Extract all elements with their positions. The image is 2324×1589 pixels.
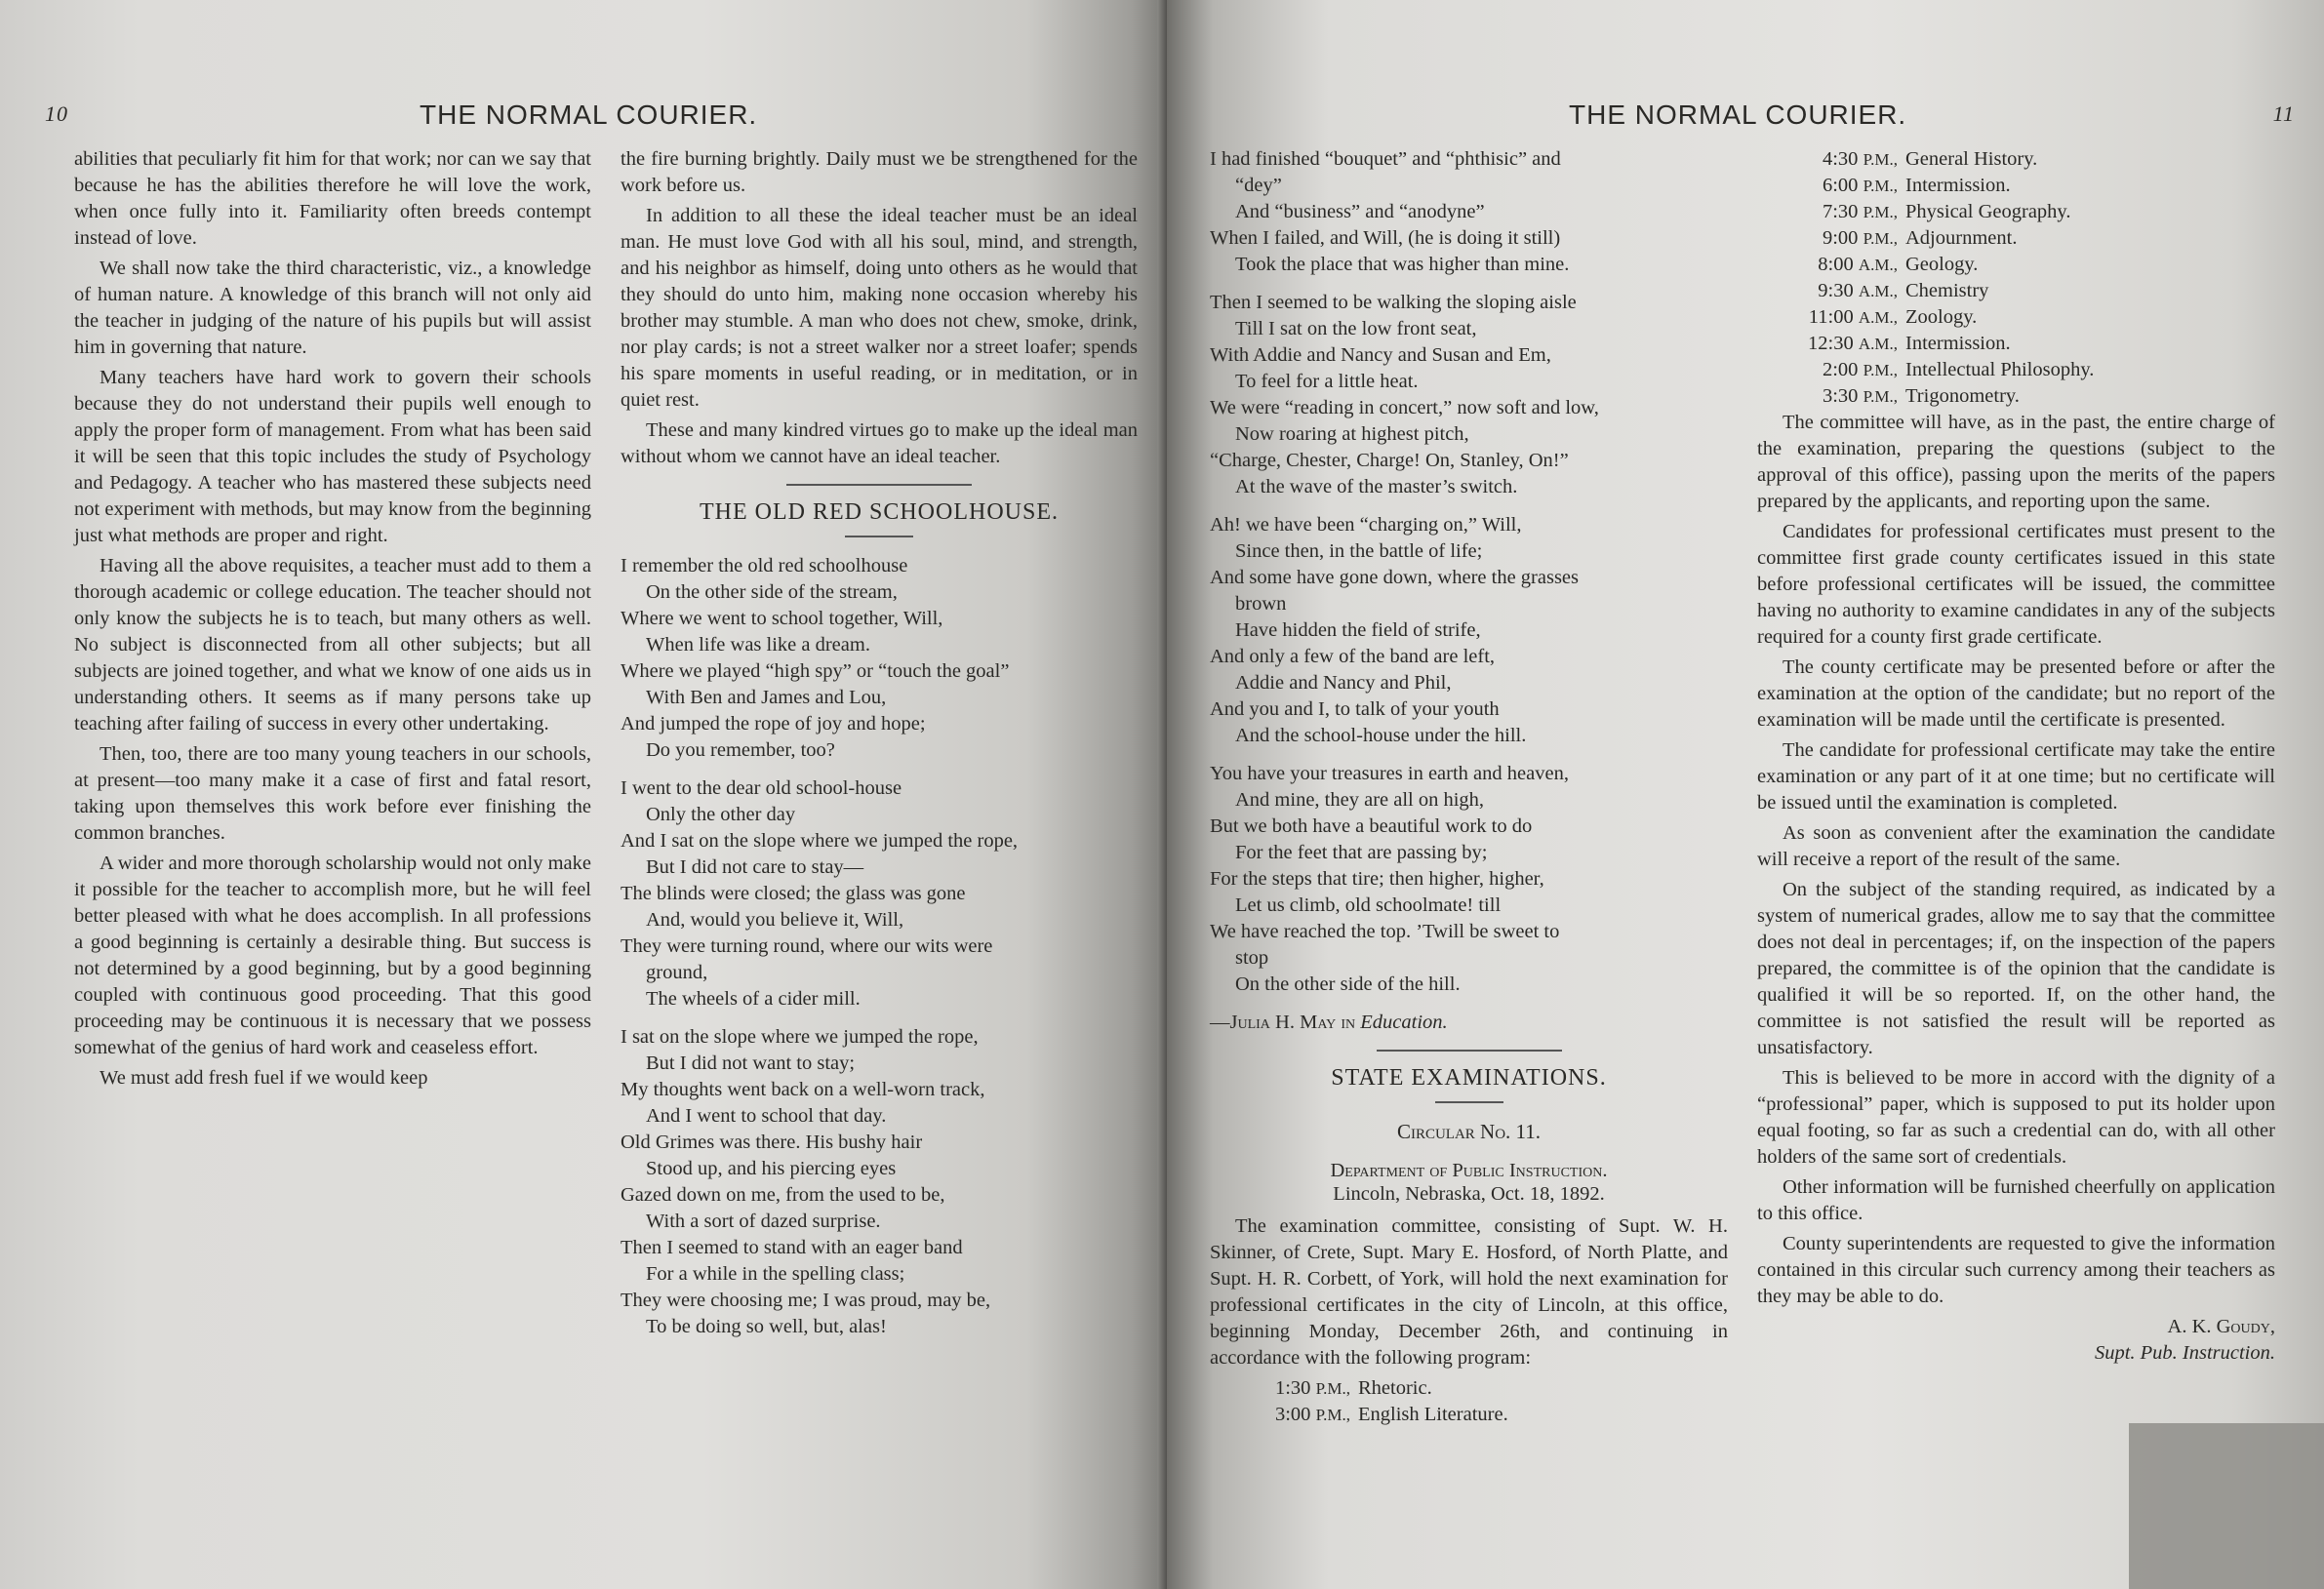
department-name: Department of Public Instruction. — [1330, 1160, 1608, 1181]
poem-line: I remember the old red schoolhouse — [621, 555, 908, 576]
program-time: 6:00 — [1822, 175, 1859, 196]
poem-line: Where we played “high spy” or “touch the goal” — [621, 660, 1010, 682]
poem-line: And jumped the rope of joy and hope; — [621, 713, 926, 735]
poem-title: THE OLD RED SCHOOLHOUSE. — [700, 499, 1059, 525]
paragraph: We shall now take the third characteristic, viz., a knowledge of human nature. A knowledge of this branch will not only aid the teacher in judging of the nature of his pupils but will assist him in governing that nature. — [74, 258, 591, 358]
poem-line: Old Grimes was there. His bushy hair — [621, 1132, 923, 1153]
signature-title: Supt. Pub. Instruction. — [2094, 1342, 2275, 1364]
poem-line: But I did not care to stay— — [646, 856, 864, 878]
program-time: 9:00 — [1822, 227, 1859, 249]
divider — [1435, 1101, 1503, 1103]
stanza — [1210, 512, 1728, 749]
program-subject: Chemistry — [1905, 280, 1989, 301]
poem-line: Addie and Nancy and Phil, — [1235, 672, 1452, 694]
left-column-2 — [621, 146, 1138, 1352]
signature: A. K. Goudy, — [2167, 1316, 2275, 1337]
program-subject: Physical Geography. — [1905, 201, 2071, 222]
program-subject: English Literature. — [1358, 1404, 1508, 1425]
program-time: 4:30 — [1822, 148, 1859, 170]
poem-line: The blinds were closed; the glass was gone — [621, 883, 966, 904]
page-number: 11 — [2272, 101, 2295, 126]
program-subject: Intermission. — [1905, 333, 2011, 354]
poem-line: ground, — [646, 962, 708, 983]
divider — [1377, 1050, 1562, 1052]
poem-line: For a while in the spelling class; — [646, 1263, 905, 1285]
right-column-1 — [1210, 146, 1728, 1428]
poem-line: To feel for a little heat. — [1235, 371, 1419, 392]
program-row — [1757, 173, 2275, 199]
program-row — [1757, 278, 2275, 304]
poem-line: And only a few of the band are left, — [1210, 646, 1496, 667]
paragraph: This is believed to be more in accord with the dignity of a “professional” paper, which is supposed to put its holder upon equal footing, so far as such a credential can do, with all other holders of the same sort of credentials. — [1757, 1067, 2275, 1168]
program-time: 7:30 — [1822, 201, 1859, 222]
poem-line: My thoughts went back on a well-worn track, — [621, 1079, 985, 1100]
stanza — [621, 775, 1138, 1013]
program-subject: Intellectual Philosophy. — [1905, 359, 2095, 380]
right-page — [1167, 0, 2324, 1589]
program-ampm: A.M., — [1858, 256, 1898, 274]
poem-line: The wheels of a cider mill. — [646, 988, 861, 1010]
poem-continued — [1210, 146, 1728, 1036]
paragraph: The county certificate may be presented before or after the examination at the option of the candidate; but no report of the examination will be made until the certificate is presented. — [1757, 656, 2275, 731]
program-subject: Trigonometry. — [1905, 385, 2020, 407]
poem-line: And “business” and “anodyne” — [1235, 201, 1485, 222]
poem-line: Gazed down on me, from the used to be, — [621, 1184, 945, 1206]
paragraph: A wider and more thorough scholarship would not only make it possible for the teacher to accomplish more, but he will feel better pleased with what he does accomplish. In all professions a good beginning is certainly a desirable thing. But success is not determined by a good beginning, but by a good beginning coupled with continuous good proceeding. That this good proceeding may be continuous it is necessary that we possess somewhat of the genius of hard work and ceaseless effort. — [74, 853, 591, 1058]
paragraph: Many teachers have hard work to govern their schools because they do not understand their pupils well enough to apply the proper form of management. From what has been said it will be seen that this topic includes the study of Psychology and Pedagogy. A teacher who has mastered these subjects need not experiment with methods, but may know from the beginning just what methods are proper and right. — [74, 367, 591, 546]
poem-line: Do you remember, too? — [646, 739, 835, 761]
poem-line: “dey” — [1235, 175, 1282, 196]
worn-corner — [2129, 1423, 2324, 1589]
program-subject: Zoology. — [1905, 306, 1978, 328]
circular-number: Circular No. 11. — [1396, 1120, 1542, 1143]
stanza — [621, 553, 1138, 764]
poem-line: Now roaring at highest pitch, — [1235, 423, 1469, 445]
poem-line: But I did not want to stay; — [646, 1053, 856, 1074]
poem-line: “Charge, Chester, Charge! On, Stanley, On!” — [1210, 450, 1569, 471]
paragraph: Having all the above requisites, a teacher must add to them a thorough academic or college education. The teacher should not only know the subjects he is to teach, but many others as well. No subject is disconnected from all other subjects; but all subjects are joined together, and what we know of one aids us in understanding others. It seems as if many persons take up teaching after failing of success in every other undertaking. — [74, 555, 591, 735]
page-number: 10 — [45, 101, 68, 126]
divider — [786, 484, 972, 486]
paragraph: The candidate for professional certificate may take the entire examination or any part of it at one time; but no certificate will be issued until the examination is completed. — [1757, 739, 2275, 814]
attribution-author: —Julia H. May in — [1210, 1012, 1356, 1033]
poem-line: We were “reading in concert,” now soft and low, — [1210, 397, 1599, 418]
poem-line: Ah! we have been “charging on,” Will, — [1210, 514, 1522, 536]
program-ampm: P.M., — [1863, 387, 1898, 406]
program-row — [1210, 1375, 1728, 1402]
poem-line: And some have gone down, where the grasses — [1210, 567, 1580, 588]
program-row — [1757, 199, 2275, 225]
right-page-header — [1210, 94, 2295, 146]
program-time: 8:00 — [1818, 254, 1854, 275]
program-ampm: A.M., — [1858, 335, 1898, 353]
poem-line: With Addie and Nancy and Susan and Em, — [1210, 344, 1551, 366]
poem-line: Where we went to school together, Will, — [621, 608, 943, 629]
right-column-2 — [1757, 146, 2275, 1428]
poem — [621, 553, 1138, 1340]
program-row — [1757, 383, 2275, 410]
program-subject: Intermission. — [1905, 175, 2011, 196]
poem-line: brown — [1235, 593, 1287, 615]
program-ampm: P.M., — [1863, 229, 1898, 248]
paragraph: As soon as convenient after the examination the candidate will receive a report of the result of the same. — [1757, 822, 2275, 870]
poem-line: And, would you believe it, Will, — [646, 909, 904, 931]
program-time: 9:30 — [1818, 280, 1854, 301]
paragraph: In addition to all these the ideal teacher must be an ideal man. He must love God with all his soul, mind, and strength, and his neighbor as himself, doing unto others as he would that they should do unto him, making none occasion whereby his brother may stumble. A man who does not chew, smoke, drink, nor play cards; is not a street walker nor a street loafer; spends his spare moments in useful reading, or in meditation, or in quiet rest. — [621, 205, 1138, 411]
stanza — [1210, 146, 1728, 278]
poem-line: Only the other day — [646, 804, 796, 825]
running-head: THE NORMAL COURIER. — [420, 99, 758, 130]
poem-attribution — [1210, 1010, 1728, 1036]
poem-line: And mine, they are all on high, — [1235, 789, 1485, 811]
program-time: 12:30 — [1808, 333, 1854, 354]
poem-line: On the other side of the hill. — [1235, 973, 1461, 995]
left-page-columns — [74, 146, 1138, 1352]
paragraph: Candidates for professional certificates must present to the committee first grade county certificates issued in this state before professional certificates will be issued, the committee having no authority to examine candidates in any of the subjects required for a county first grade certificate. — [1757, 521, 2275, 648]
poem-line: You have your treasures in earth and heaven, — [1210, 763, 1569, 784]
program-row — [1757, 146, 2275, 173]
poem-line: And I went to school that day. — [646, 1105, 887, 1127]
program-time: 2:00 — [1822, 359, 1859, 380]
poem-line: Stood up, and his piercing eyes — [646, 1158, 897, 1179]
program-row — [1210, 1402, 1728, 1428]
poem-line: Since then, in the battle of life; — [1235, 540, 1483, 562]
poem-line: Then I seemed to be walking the sloping aisle — [1210, 292, 1577, 313]
stanza — [621, 1024, 1138, 1340]
poem-line: I went to the dear old school-house — [621, 777, 902, 799]
right-page-columns — [1210, 146, 2275, 1428]
program-ampm: A.M., — [1858, 282, 1898, 300]
stanza — [1210, 290, 1728, 500]
poem-line: At the wave of the master’s switch. — [1235, 476, 1518, 497]
program-subject: Adjournment. — [1905, 227, 2018, 249]
program-ampm: P.M., — [1863, 150, 1898, 169]
paragraph: We must add fresh fuel if we would keep — [100, 1067, 428, 1089]
poem-line: Then I seemed to stand with an eager band — [621, 1237, 963, 1258]
poem-line: They were turning round, where our wits were — [621, 935, 993, 957]
program-subject: Geology. — [1905, 254, 1979, 275]
poem-line: For the steps that tire; then higher, higher, — [1210, 868, 1544, 890]
poem-line: When life was like a dream. — [646, 634, 870, 655]
poem-line: I had finished “bouquet” and “phthisic” and — [1210, 148, 1561, 170]
program-row — [1757, 225, 2275, 252]
attribution-source: Education. — [1360, 1012, 1448, 1033]
program-time: 3:00 — [1274, 1404, 1311, 1425]
program-row — [1757, 304, 2275, 331]
poem-line: Have hidden the field of strife, — [1235, 619, 1481, 641]
program-time: 11:00 — [1808, 306, 1854, 328]
exam-program — [1210, 1375, 1728, 1428]
program-row — [1757, 252, 2275, 278]
program-ampm: A.M., — [1858, 308, 1898, 327]
poem-line: And you and I, to talk of your youth — [1210, 698, 1500, 720]
program-row — [1757, 357, 2275, 383]
poem-line: On the other side of the stream, — [646, 581, 898, 603]
poem-line: With a sort of dazed surprise. — [646, 1211, 881, 1232]
program-ampm: P.M., — [1315, 1406, 1350, 1424]
poem-line: For the feet that are passing by; — [1235, 842, 1488, 863]
paragraph: Then, too, there are too many young teachers in our schools, at present—too many make it a case of first and fatal resort, taking upon themselves this work before ever finishing the common branches. — [74, 743, 591, 844]
left-page-header — [45, 94, 1138, 146]
poem-line: Took the place that was higher than mine. — [1235, 254, 1570, 275]
program-ampm: P.M., — [1863, 361, 1898, 379]
poem-line: We have reached the top. ’Twill be sweet to — [1210, 921, 1560, 942]
paragraph: the fire burning brightly. Daily must we be strengthened for the work before us. — [621, 148, 1138, 196]
program-row — [1757, 331, 2275, 357]
poem-line: They were choosing me; I was proud, may be, — [621, 1290, 991, 1311]
paragraph: abilities that peculiarly fit him for that work; nor can we say that because he has the abilities therefore he will love the work, when once fully into it. Familiarity often breeds contempt instead of love. — [74, 148, 591, 249]
paragraph: The committee will have, as in the past, the entire charge of the examination, preparing the questions (subject to the approval of this office), passing upon the merits of the papers prepared by the applicants, and reporting upon the same. — [1757, 412, 2275, 512]
poem-line: With Ben and James and Lou, — [646, 687, 887, 708]
poem-line: But we both have a beautiful work to do — [1210, 815, 1533, 837]
poem-line: And the school-house under the hill. — [1235, 725, 1527, 746]
program-subject: Rhetoric. — [1358, 1377, 1432, 1399]
program-time: 3:30 — [1822, 385, 1859, 407]
paragraph: County superintendents are requested to give the information contained in this circular such currency among their teachers as they may be able to do. — [1757, 1233, 2275, 1307]
program-subject: General History. — [1905, 148, 2038, 170]
paragraph: The examination committee, consisting of Supt. W. H. Skinner, of Crete, Supt. Mary E. Hosford, of North Platte, and Supt. H. R. Corbett, of York, will hold the next examination for professional certificates in the city of Lincoln, at this office, beginning Monday, December 26th, and continuing in accordance with the following program: — [1210, 1215, 1728, 1369]
stanza — [1210, 761, 1728, 998]
poem-line: I sat on the slope where we jumped the rope, — [621, 1026, 979, 1048]
poem-line: Till I sat on the low front seat, — [1235, 318, 1477, 339]
poem-line: And I sat on the slope where we jumped the rope, — [621, 830, 1019, 852]
program-ampm: P.M., — [1315, 1379, 1350, 1398]
poem-line: To be doing so well, but, alas! — [646, 1316, 887, 1337]
poem-line: stop — [1235, 947, 1269, 969]
exam-program-continued — [1757, 146, 2275, 410]
paragraph: Other information will be furnished cheerfully on application to this office. — [1757, 1176, 2275, 1224]
department-date: Lincoln, Nebraska, Oct. 18, 1892. — [1333, 1183, 1605, 1205]
poem-line: Let us climb, old schoolmate! till — [1235, 894, 1502, 916]
poem-line: When I failed, and Will, (he is doing it still) — [1210, 227, 1561, 249]
running-head: THE NORMAL COURIER. — [1569, 99, 1907, 130]
department-heading — [1210, 1159, 1728, 1206]
program-ampm: P.M., — [1863, 177, 1898, 195]
paragraph: On the subject of the standing required, as indicated by a system of numerical grades, allow me to say that the committee does not deal in percentages; if, on the inspection of the papers prepared, the committee is of the opinion that the candidate is qualified it will be so reported. If, on the other hand, the committee is not satisfied the result will be reported as unsatisfactory. — [1757, 879, 2275, 1058]
divider — [845, 536, 913, 537]
program-time: 1:30 — [1274, 1377, 1311, 1399]
program-ampm: P.M., — [1863, 203, 1898, 221]
left-column-1 — [74, 146, 591, 1352]
paragraph: These and many kindred virtues go to make up the ideal man without whom we cannot have an ideal teacher. — [621, 419, 1138, 467]
section-title: STATE EXAMINATIONS. — [1331, 1065, 1607, 1091]
